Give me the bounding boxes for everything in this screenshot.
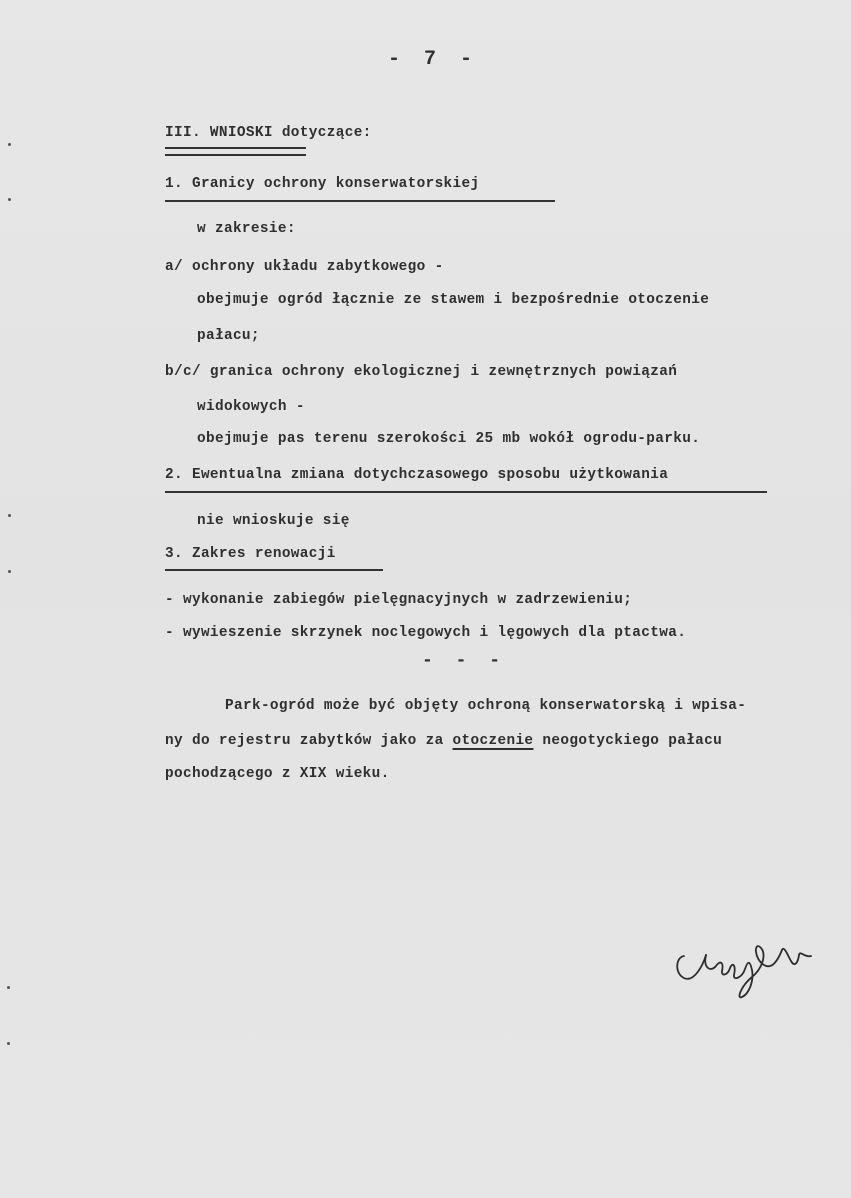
section-heading: III. WNIOSKI dotyczące:: [165, 125, 372, 141]
item-1-underline: [165, 200, 555, 202]
item-3-underline: [165, 569, 383, 571]
left-margin-mark: [8, 143, 11, 146]
item-b-description-1: widokowych -: [197, 399, 305, 415]
item-2-text: nie wnioskuje się: [197, 513, 350, 529]
section-separator: - - -: [422, 651, 507, 671]
section-heading-double-underline: [165, 147, 306, 156]
item-3-title: 3. Zakres renowacji: [165, 546, 336, 562]
item-1-title: 1. Granicy ochrony konserwatorskiej: [165, 176, 480, 192]
conclusion-line-2-suffix: neogotyckiego pałacu: [533, 733, 723, 749]
underlined-word-otoczenie: otoczenie: [452, 733, 534, 749]
left-margin-mark: [8, 570, 11, 573]
left-margin-mark: [7, 1042, 10, 1045]
item-a-line: a/ ochrony układu zabytkowego -: [165, 259, 444, 275]
left-margin-mark: [7, 986, 10, 989]
scope-label: w zakresie:: [197, 221, 296, 237]
item-3-bullet-1: - wykonanie zabiegów pielęgnacyjnych w zadrzewieniu;: [165, 592, 633, 608]
item-a-description-1: obejmuje ogród łącznie ze stawem i bezpośrednie otoczenie: [197, 292, 710, 308]
handwritten-signature: [672, 923, 822, 1003]
item-3-bullet-2: - wywieszenie skrzynek noclegowych i lęgowych dla ptactwa.: [165, 625, 687, 641]
left-margin-mark: [8, 198, 11, 201]
conclusion-line-1: Park-ogród może być objęty ochroną konserwatorską i wpisa-: [225, 698, 747, 714]
item-a-description-2: pałacu;: [197, 328, 260, 344]
item-b-line: b/c/ granica ochrony ekologicznej i zewnętrznych powiązań: [165, 364, 678, 380]
item-2-title: 2. Ewentualna zmiana dotychczasowego sposobu użytkowania: [165, 467, 669, 483]
page-number: - 7 -: [388, 48, 479, 71]
conclusion-line-3: pochodzącego z XIX wieku.: [165, 766, 390, 782]
left-margin-mark: [8, 514, 11, 517]
conclusion-line-2: [165, 732, 722, 750]
item-b-description-2: obejmuje pas terenu szerokości 25 mb wokół ogrodu-parku.: [197, 431, 701, 447]
conclusion-line-2-prefix: ny do rejestru zabytków jako za: [165, 733, 453, 749]
item-2-underline: [165, 491, 767, 493]
